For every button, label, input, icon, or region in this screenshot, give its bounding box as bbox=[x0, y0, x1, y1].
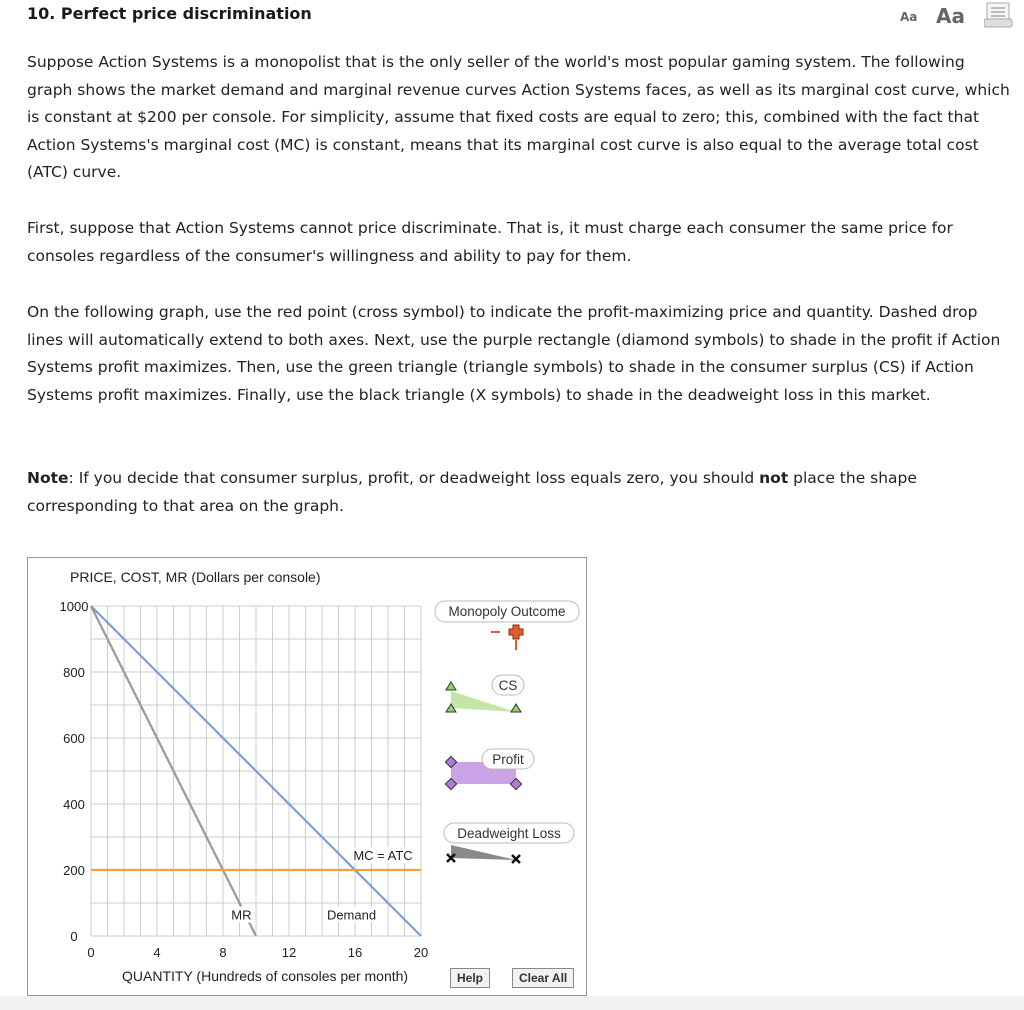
deadweight-loss-tool[interactable] bbox=[444, 823, 574, 863]
x-tick-label: 12 bbox=[281, 945, 297, 960]
note-label: Note bbox=[27, 469, 69, 487]
profit-tool[interactable] bbox=[445, 749, 534, 790]
monopoly-outcome-tool[interactable] bbox=[435, 601, 579, 650]
profit-label: Profit bbox=[492, 752, 524, 767]
note-text-a: : If you decide that consumer surplus, profit, or deadweight loss equals zero, you should bbox=[68, 469, 760, 487]
mr-label: MR bbox=[231, 907, 252, 923]
triangle-handle-icon[interactable] bbox=[446, 682, 456, 690]
instructions-paragraph: On the following graph, use the red point (cross symbol) to indicate the profit-maximizing price and quantity. Dashed drop lines will automatically extend to both axes. Next, use the purple rectangle (diamond symbols) to shade in the profit if Action Systems profit maximizes. Then, use the green triangle (triangle symbols) to shade in the consumer surplus (CS) if Action Systems profit maximizes. Finally, use the black triangle (X symbols) to shade in the deadweight loss in this market. bbox=[27, 303, 1001, 404]
triangle-handle-icon[interactable] bbox=[511, 704, 521, 712]
demand-label: Demand bbox=[326, 907, 377, 923]
mc-atc-label: MC = ATC bbox=[353, 848, 413, 864]
y-tick-label: 800 bbox=[63, 665, 85, 680]
intro-paragraph: Suppose Action Systems is a monopolist that is the only seller of the world's most popular gaming system. The following graph shows the market demand and marginal revenue curves Action Systems faces, as well as its marginal cost curve, which is constant at $200 per console. For simplicity, assume that fixed costs are equal to zero; this, combined with the fact that Action Systems's marginal cost (MC) is constant, means that its marginal cost curve is also equal to the average total cost (ATC) curve. bbox=[27, 53, 1010, 181]
monopoly-outcome-label: Monopoly Outcome bbox=[448, 604, 566, 619]
note-emphasis: not bbox=[759, 469, 789, 487]
x-tick-label: 0 bbox=[87, 945, 95, 960]
y-tick-label: 0 bbox=[70, 929, 78, 944]
graph-svg[interactable] bbox=[28, 558, 586, 995]
x-tick-label: 16 bbox=[347, 945, 363, 960]
print-icon[interactable] bbox=[984, 2, 1014, 32]
toolbar bbox=[898, 2, 1018, 28]
x-tick-label: 20 bbox=[413, 945, 429, 960]
y-axis-label: PRICE, COST, MR (Dollars per console) bbox=[70, 569, 321, 585]
y-tick-label: 400 bbox=[63, 797, 85, 812]
y-tick-label: 600 bbox=[63, 731, 85, 746]
x-tick-label: 4 bbox=[153, 945, 161, 960]
cs-label: CS bbox=[498, 678, 518, 693]
page-title: 10. Perfect price discrimination bbox=[27, 4, 312, 23]
deadweight-loss-label: Deadweight Loss bbox=[457, 826, 561, 841]
note-paragraph bbox=[27, 465, 1012, 520]
assumption-paragraph: First, suppose that Action Systems cannot price discriminate. That is, it must charge each consumer the same price for consoles regardless of the consumer's willingness and ability to pay for them. bbox=[27, 219, 953, 265]
y-tick-label: 200 bbox=[63, 863, 85, 878]
help-button[interactable]: Help bbox=[450, 968, 490, 988]
cross-point-icon[interactable] bbox=[509, 625, 523, 639]
graph-panel bbox=[27, 557, 587, 996]
y-tick-label: 1000 bbox=[59, 599, 89, 614]
x-axis-label: QUANTITY (Hundreds of consoles per month) bbox=[122, 968, 409, 984]
x-handle-icon[interactable] bbox=[512, 855, 520, 863]
cs-tool[interactable] bbox=[446, 675, 524, 712]
font-smaller-button[interactable]: Aa bbox=[900, 10, 918, 24]
dwl-triangle-shape[interactable] bbox=[451, 845, 516, 860]
note-text-b: place the shape corresponding to that area on the graph. bbox=[27, 469, 917, 515]
clear-all-button[interactable]: Clear All bbox=[512, 968, 574, 988]
font-larger-button[interactable]: Aa bbox=[936, 4, 965, 28]
x-tick-label: 8 bbox=[219, 945, 227, 960]
bottom-bar bbox=[0, 996, 1024, 1010]
